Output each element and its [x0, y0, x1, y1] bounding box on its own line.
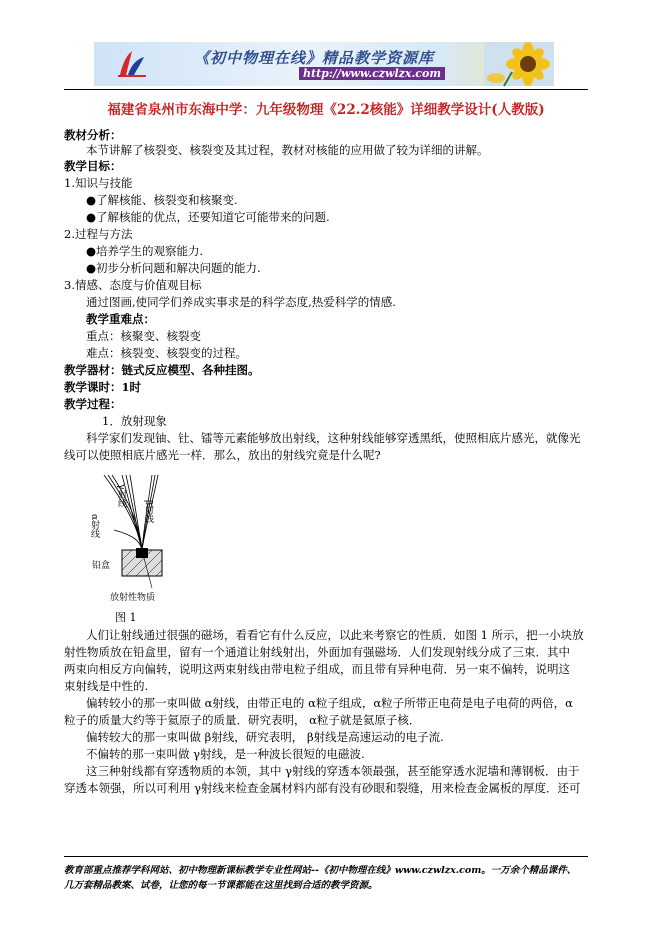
text-line: 偏转较小的那一束叫做 α射线，由带正电的 α粒子组成，α粒子所带正电荷是电子电荷的两倍，α — [86, 696, 573, 710]
header-rule — [64, 89, 588, 90]
text-line: 射性物质放在铅盒里，留有一个通道让射线射出，外面加有强磁场．人们发现射线分成了三束．其中 — [64, 645, 570, 659]
text-line: 2.过程与方法 — [64, 227, 133, 241]
text-line: 两束向相反方向偏转，说明这两束射线由带电粒子组成，而且带有异种电荷．另一束不偏转，说明这 — [64, 662, 570, 676]
footer-rule — [64, 856, 588, 857]
text-line: ●了解核能的优点，还要知道它可能带来的问题. — [86, 210, 330, 224]
banner-title: 《初中物理在线》精品教学资源库 — [194, 49, 435, 67]
text-line: 粒子的质量大约等于氦原子的质量．研究表明， α粒子就是氦原子核． — [64, 713, 421, 727]
text-line: 教学器材：链式反应模型、各种挂图。 — [64, 363, 260, 377]
sunflower-icon — [484, 42, 554, 86]
text-line: 这三种射线都有穿透物质的本领，其中 γ射线的穿透本领最强，甚至能穿透水泥墙和薄钢板．由于 — [86, 764, 580, 778]
lead-box-label: 铅盒 — [92, 561, 111, 571]
text-line: 重点：核聚变、核裂变 — [86, 329, 201, 343]
text-line: 教学课时：1时 — [64, 380, 142, 394]
text-line: 难点：核裂变、核裂变的过程。 — [86, 346, 247, 360]
beta-label: β射线 — [143, 500, 153, 524]
text-line: 教学重难点： — [86, 312, 155, 326]
alpha-label: α射线 — [89, 514, 99, 539]
text-line: 穿透本领强，所以可利用 γ射线来检查金属材料内部有没有砂眼和裂缝，用来检查金属板的厚度．还可 — [64, 781, 581, 795]
radioactive-material-label: 放射性物质 — [110, 593, 156, 603]
text-line: 人们让射线通过很强的磁场，看看它有什么反应，以此来考察它的性质．如图 1 所示，把一小块放 — [86, 628, 584, 642]
text-line: 线可以使照相底片感光一样．那么，放出的射线究竟是什么呢? — [64, 448, 381, 462]
text-line: 1．放射现象 — [102, 414, 167, 428]
text-line: 1.知识与技能 — [64, 176, 133, 190]
text-line: 3.情感、态度与价值观目标 — [64, 278, 202, 292]
site-banner — [94, 42, 554, 86]
lead-box — [122, 548, 162, 576]
figure-caption: 图 1 — [115, 611, 137, 624]
text-line: 科学家们发现铀、钍、镭等元素能够放出射线，这种射线能够穿透黑纸，使照相底片感光，就像光 — [86, 431, 581, 445]
document-title: 福建省泉州市东海中学：九年级物理《22.2核能》详细教学设计(人教版) — [107, 102, 545, 118]
gamma-label: γ射线 — [116, 484, 126, 508]
text-line: 教材分析： — [64, 128, 122, 142]
text-line: 本节讲解了核裂变、核裂变及其过程，教材对核能的应用做了较为详细的讲解。 — [86, 143, 489, 157]
banner-url[interactable]: http://www.czwlzx.com — [299, 67, 445, 80]
footer-line-2: 几万套精品教案、试卷，让您的每一节课都能在这里找到合适的教学资源。 — [64, 880, 378, 891]
site-logo-icon — [116, 49, 148, 79]
footer-line-1: 教育部重点推荐学科网站、初中物理新课标教学专业性网站--《初中物理在线》www.czwlzx.com。一万余个精品课件、 — [64, 865, 577, 876]
text-line: ●了解核能、核裂变和核聚变. — [86, 193, 238, 207]
text-line: 教学过程： — [64, 397, 122, 411]
text-line: ●培养学生的观察能力. — [86, 244, 204, 258]
text-line: 束射线是中性的. — [64, 679, 149, 693]
text-line: 偏转较大的那一束叫做 β射线，研究表明， β射线是高速运动的电子流. — [86, 730, 444, 744]
text-line: 教学目标： — [64, 159, 122, 173]
text-line: 不偏转的那一束叫做 γ射线，是一种波长很短的电磁波. — [86, 747, 365, 761]
radiation-figure — [89, 470, 188, 605]
text-line: 通过图画,使同学们养成实事求是的科学态度,热爱科学的情感. — [86, 295, 396, 309]
text-line: ●初步分析问题和解决问题的能力. — [86, 261, 261, 275]
